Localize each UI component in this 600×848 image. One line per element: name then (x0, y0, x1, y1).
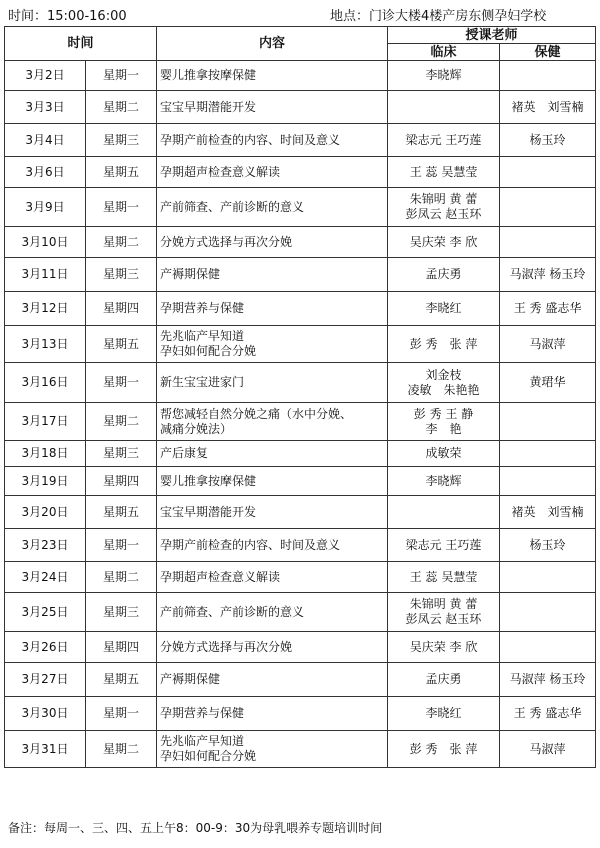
cell-date: 3月6日 (5, 157, 86, 188)
cell-care-teacher (500, 593, 596, 632)
table-body (5, 61, 596, 768)
cell-clinical-teacher (388, 403, 500, 441)
cell-content-line: 产褥期保健 (160, 267, 221, 281)
table-row (5, 157, 596, 188)
cell-date: 3月26日 (5, 632, 86, 663)
cell-clinical-teacher (388, 467, 500, 496)
cell-date: 3月25日 (5, 593, 86, 632)
cell-care-teacher (500, 529, 596, 562)
cell-content (157, 697, 388, 731)
table-row (5, 258, 596, 292)
cell-clinical-teacher (388, 157, 500, 188)
cell-date: 3月2日 (5, 61, 86, 91)
cell-care-teacher-line: 黄珺华 (529, 375, 566, 389)
cell-weekday: 星期二 (86, 562, 157, 593)
cell-date: 3月16日 (5, 363, 86, 403)
cell-clinical-teacher (388, 124, 500, 157)
cell-care-teacher-line: 马淑萍 杨玉玲 (509, 672, 586, 686)
cell-content-line: 分娩方式选择与再次分娩 (160, 234, 293, 249)
header-content: 内容 (157, 27, 388, 61)
cell-weekday: 星期二 (86, 227, 157, 258)
cell-clinical-teacher-line: 成敏荣 (425, 446, 462, 460)
cell-clinical-teacher-line: 彭 秀 张 萍 (409, 336, 478, 351)
cell-clinical-teacher-line: 李晓辉 (425, 473, 462, 488)
table-row (5, 403, 596, 441)
cell-content (157, 258, 388, 292)
cell-date: 3月10日 (5, 227, 86, 258)
cell-care-teacher-line: 褚英 刘雪楠 (511, 99, 584, 114)
cell-clinical-teacher-line: 王 蕊 吴慧莹 (409, 569, 478, 584)
cell-care-teacher (500, 326, 596, 363)
cell-clinical-teacher (388, 326, 500, 363)
cell-content (157, 632, 388, 663)
schedule-table (4, 26, 596, 768)
cell-clinical-teacher-line: 吴庆荣 李 欣 (409, 639, 478, 654)
cell-content (157, 124, 388, 157)
cell-date: 3月11日 (5, 258, 86, 292)
cell-content-line: 产前筛查、产前诊断的意义 (160, 199, 305, 214)
cell-content (157, 529, 388, 562)
cell-clinical-teacher-line: 彭凤云 赵玉环 (405, 612, 482, 626)
table-row (5, 697, 596, 731)
cell-weekday: 星期一 (86, 529, 157, 562)
cell-care-teacher (500, 697, 596, 731)
table-row (5, 663, 596, 697)
header-care: 保健 (500, 44, 596, 61)
cell-date: 3月12日 (5, 292, 86, 326)
cell-content-line: 宝宝早期潜能开发 (160, 504, 257, 519)
cell-care-teacher-line: 杨玉玲 (529, 132, 566, 147)
cell-care-teacher (500, 663, 596, 697)
cell-weekday: 星期三 (86, 441, 157, 467)
cell-date: 3月31日 (5, 731, 86, 768)
cell-clinical-teacher (388, 363, 500, 403)
cell-clinical-teacher-line: 刘金枝 (425, 367, 462, 382)
cell-care-teacher (500, 731, 596, 768)
cell-weekday: 星期三 (86, 258, 157, 292)
cell-content-line: 孕期超声检查意义解读 (160, 164, 281, 179)
cell-clinical-teacher-line: 李 艳 (425, 421, 462, 436)
cell-clinical-teacher-line: 王 蕊 吴慧莹 (409, 164, 478, 179)
cell-content (157, 467, 388, 496)
cell-date: 3月17日 (5, 403, 86, 441)
cell-clinical-teacher (388, 227, 500, 258)
cell-content-line: 婴儿推拿按摩保健 (160, 473, 257, 488)
cell-content-line: 孕期产前检查的内容、时间及意义 (160, 537, 341, 552)
cell-date: 3月13日 (5, 326, 86, 363)
cell-weekday: 星期五 (86, 326, 157, 363)
table-row (5, 61, 596, 91)
cell-weekday: 星期五 (86, 496, 157, 529)
cell-clinical-teacher (388, 292, 500, 326)
cell-content (157, 593, 388, 632)
cell-content-line: 新生宝宝进家门 (160, 375, 245, 389)
session-location: 地点：门诊大楼4楼产房东侧孕妇学校 (330, 9, 547, 24)
cell-clinical-teacher (388, 632, 500, 663)
cell-clinical-teacher-line: 彭 秀 王 静 (413, 406, 474, 421)
cell-weekday: 星期五 (86, 663, 157, 697)
table-row (5, 188, 596, 227)
cell-date: 3月30日 (5, 697, 86, 731)
cell-content-line: 帮您减轻自然分娩之痛（水中分娩、 (160, 406, 353, 421)
cell-clinical-teacher (388, 663, 500, 697)
cell-clinical-teacher (388, 188, 500, 227)
cell-date: 3月19日 (5, 467, 86, 496)
cell-date: 3月9日 (5, 188, 86, 227)
cell-content-line: 产后康复 (160, 446, 209, 460)
cell-weekday: 星期三 (86, 124, 157, 157)
cell-content (157, 326, 388, 363)
table-row (5, 593, 596, 632)
cell-content-line: 先兆临产早知道 (160, 329, 245, 343)
header-teachers: 授课老师 (388, 27, 596, 44)
cell-content-line: 孕妇如何配合分娩 (160, 344, 257, 358)
cell-care-teacher (500, 496, 596, 529)
cell-clinical-teacher (388, 562, 500, 593)
cell-weekday: 星期一 (86, 188, 157, 227)
cell-care-teacher (500, 227, 596, 258)
cell-content (157, 496, 388, 529)
cell-content (157, 292, 388, 326)
cell-care-teacher-line: 马淑萍 杨玉玲 (509, 267, 586, 281)
cell-clinical-teacher-line: 彭 秀 张 萍 (409, 741, 478, 756)
cell-date: 3月20日 (5, 496, 86, 529)
cell-date: 3月3日 (5, 91, 86, 124)
cell-clinical-teacher-line: 孟庆勇 (425, 267, 462, 281)
cell-clinical-teacher-line: 朱锦明 黄 蕾 (409, 192, 478, 206)
cell-weekday: 星期一 (86, 363, 157, 403)
cell-clinical-teacher-line: 梁志元 王巧莲 (405, 537, 482, 552)
cell-date: 3月4日 (5, 124, 86, 157)
cell-content (157, 91, 388, 124)
cell-content-line: 产前筛查、产前诊断的意义 (160, 604, 305, 619)
cell-content-line: 先兆临产早知道 (160, 734, 245, 748)
cell-care-teacher-line: 杨玉玲 (529, 537, 566, 552)
table-row (5, 496, 596, 529)
cell-content (157, 403, 388, 441)
cell-date: 3月24日 (5, 562, 86, 593)
cell-care-teacher (500, 562, 596, 593)
cell-clinical-teacher (388, 697, 500, 731)
cell-weekday: 星期五 (86, 157, 157, 188)
cell-content-line: 孕期产前检查的内容、时间及意义 (160, 132, 341, 147)
cell-care-teacher (500, 363, 596, 403)
cell-care-teacher (500, 258, 596, 292)
cell-care-teacher (500, 403, 596, 441)
cell-weekday: 星期四 (86, 632, 157, 663)
header-bar (0, 0, 600, 26)
cell-content (157, 157, 388, 188)
cell-content-line: 孕期超声检查意义解读 (160, 569, 281, 584)
cell-content (157, 441, 388, 467)
cell-content-line: 孕妇如何配合分娩 (160, 749, 257, 763)
table-row (5, 91, 596, 124)
table-row (5, 441, 596, 467)
cell-clinical-teacher (388, 593, 500, 632)
table-row (5, 292, 596, 326)
cell-content (157, 188, 388, 227)
cell-clinical-teacher-line: 凌敏 朱艳艳 (407, 382, 480, 397)
cell-clinical-teacher (388, 731, 500, 768)
cell-weekday: 星期二 (86, 403, 157, 441)
cell-clinical-teacher (388, 91, 500, 124)
cell-care-teacher-line: 马淑萍 (529, 741, 566, 756)
cell-weekday: 星期四 (86, 467, 157, 496)
cell-clinical-teacher-line: 孟庆勇 (425, 672, 462, 686)
cell-clinical-teacher (388, 61, 500, 91)
cell-clinical-teacher (388, 258, 500, 292)
table-row (5, 124, 596, 157)
cell-content-line: 减痛分娩法） (160, 421, 233, 436)
cell-content (157, 363, 388, 403)
cell-content (157, 663, 388, 697)
table-row (5, 529, 596, 562)
cell-clinical-teacher-line: 李晓辉 (425, 68, 462, 82)
cell-clinical-teacher-line: 梁志元 王巧莲 (405, 132, 482, 147)
cell-date: 3月18日 (5, 441, 86, 467)
cell-date: 3月23日 (5, 529, 86, 562)
table-row (5, 326, 596, 363)
cell-care-teacher (500, 292, 596, 326)
table-header (5, 27, 596, 61)
cell-content (157, 731, 388, 768)
cell-clinical-teacher (388, 441, 500, 467)
cell-care-teacher-line: 褚英 刘雪楠 (511, 504, 584, 519)
header-clinical: 临床 (388, 44, 500, 61)
cell-weekday: 星期一 (86, 61, 157, 91)
cell-weekday: 星期四 (86, 292, 157, 326)
cell-care-teacher (500, 157, 596, 188)
cell-care-teacher (500, 91, 596, 124)
session-time: 时间：15:00-16:00 (8, 9, 127, 24)
table-row (5, 467, 596, 496)
footer-note: 备注：每周一、三、四、五上午8：00-9：30为母乳喂养专题培训时间 (8, 821, 383, 835)
table-row (5, 562, 596, 593)
cell-care-teacher (500, 61, 596, 91)
cell-care-teacher (500, 124, 596, 157)
cell-weekday: 星期二 (86, 731, 157, 768)
cell-weekday: 星期一 (86, 697, 157, 731)
cell-clinical-teacher-line: 李晓红 (425, 301, 462, 315)
cell-content-line: 孕期营养与保健 (160, 706, 245, 720)
cell-clinical-teacher (388, 496, 500, 529)
cell-care-teacher-line: 王 秀 盛志华 (513, 301, 582, 315)
cell-clinical-teacher-line: 朱锦明 黄 蕾 (409, 597, 478, 611)
cell-care-teacher (500, 632, 596, 663)
header-time: 时间 (5, 27, 157, 61)
cell-weekday: 星期二 (86, 91, 157, 124)
cell-care-teacher (500, 467, 596, 496)
cell-care-teacher-line: 王 秀 盛志华 (513, 706, 582, 720)
cell-clinical-teacher-line: 李晓红 (425, 706, 462, 720)
table-row (5, 632, 596, 663)
cell-care-teacher (500, 188, 596, 227)
cell-clinical-teacher-line: 吴庆荣 李 欣 (409, 234, 478, 249)
table-row (5, 731, 596, 768)
cell-content-line: 婴儿推拿按摩保健 (160, 68, 257, 82)
cell-content-line: 宝宝早期潜能开发 (160, 99, 257, 114)
table-row (5, 227, 596, 258)
cell-clinical-teacher-line: 彭凤云 赵玉环 (405, 207, 482, 221)
cell-content (157, 562, 388, 593)
cell-content-line: 孕期营养与保健 (160, 301, 245, 315)
cell-weekday: 星期三 (86, 593, 157, 632)
cell-date: 3月27日 (5, 663, 86, 697)
cell-content-line: 分娩方式选择与再次分娩 (160, 639, 293, 654)
cell-care-teacher-line: 马淑萍 (529, 336, 566, 351)
cell-clinical-teacher (388, 529, 500, 562)
cell-content (157, 227, 388, 258)
table-row (5, 363, 596, 403)
cell-content-line: 产褥期保健 (160, 672, 221, 686)
cell-care-teacher (500, 441, 596, 467)
cell-content (157, 61, 388, 91)
